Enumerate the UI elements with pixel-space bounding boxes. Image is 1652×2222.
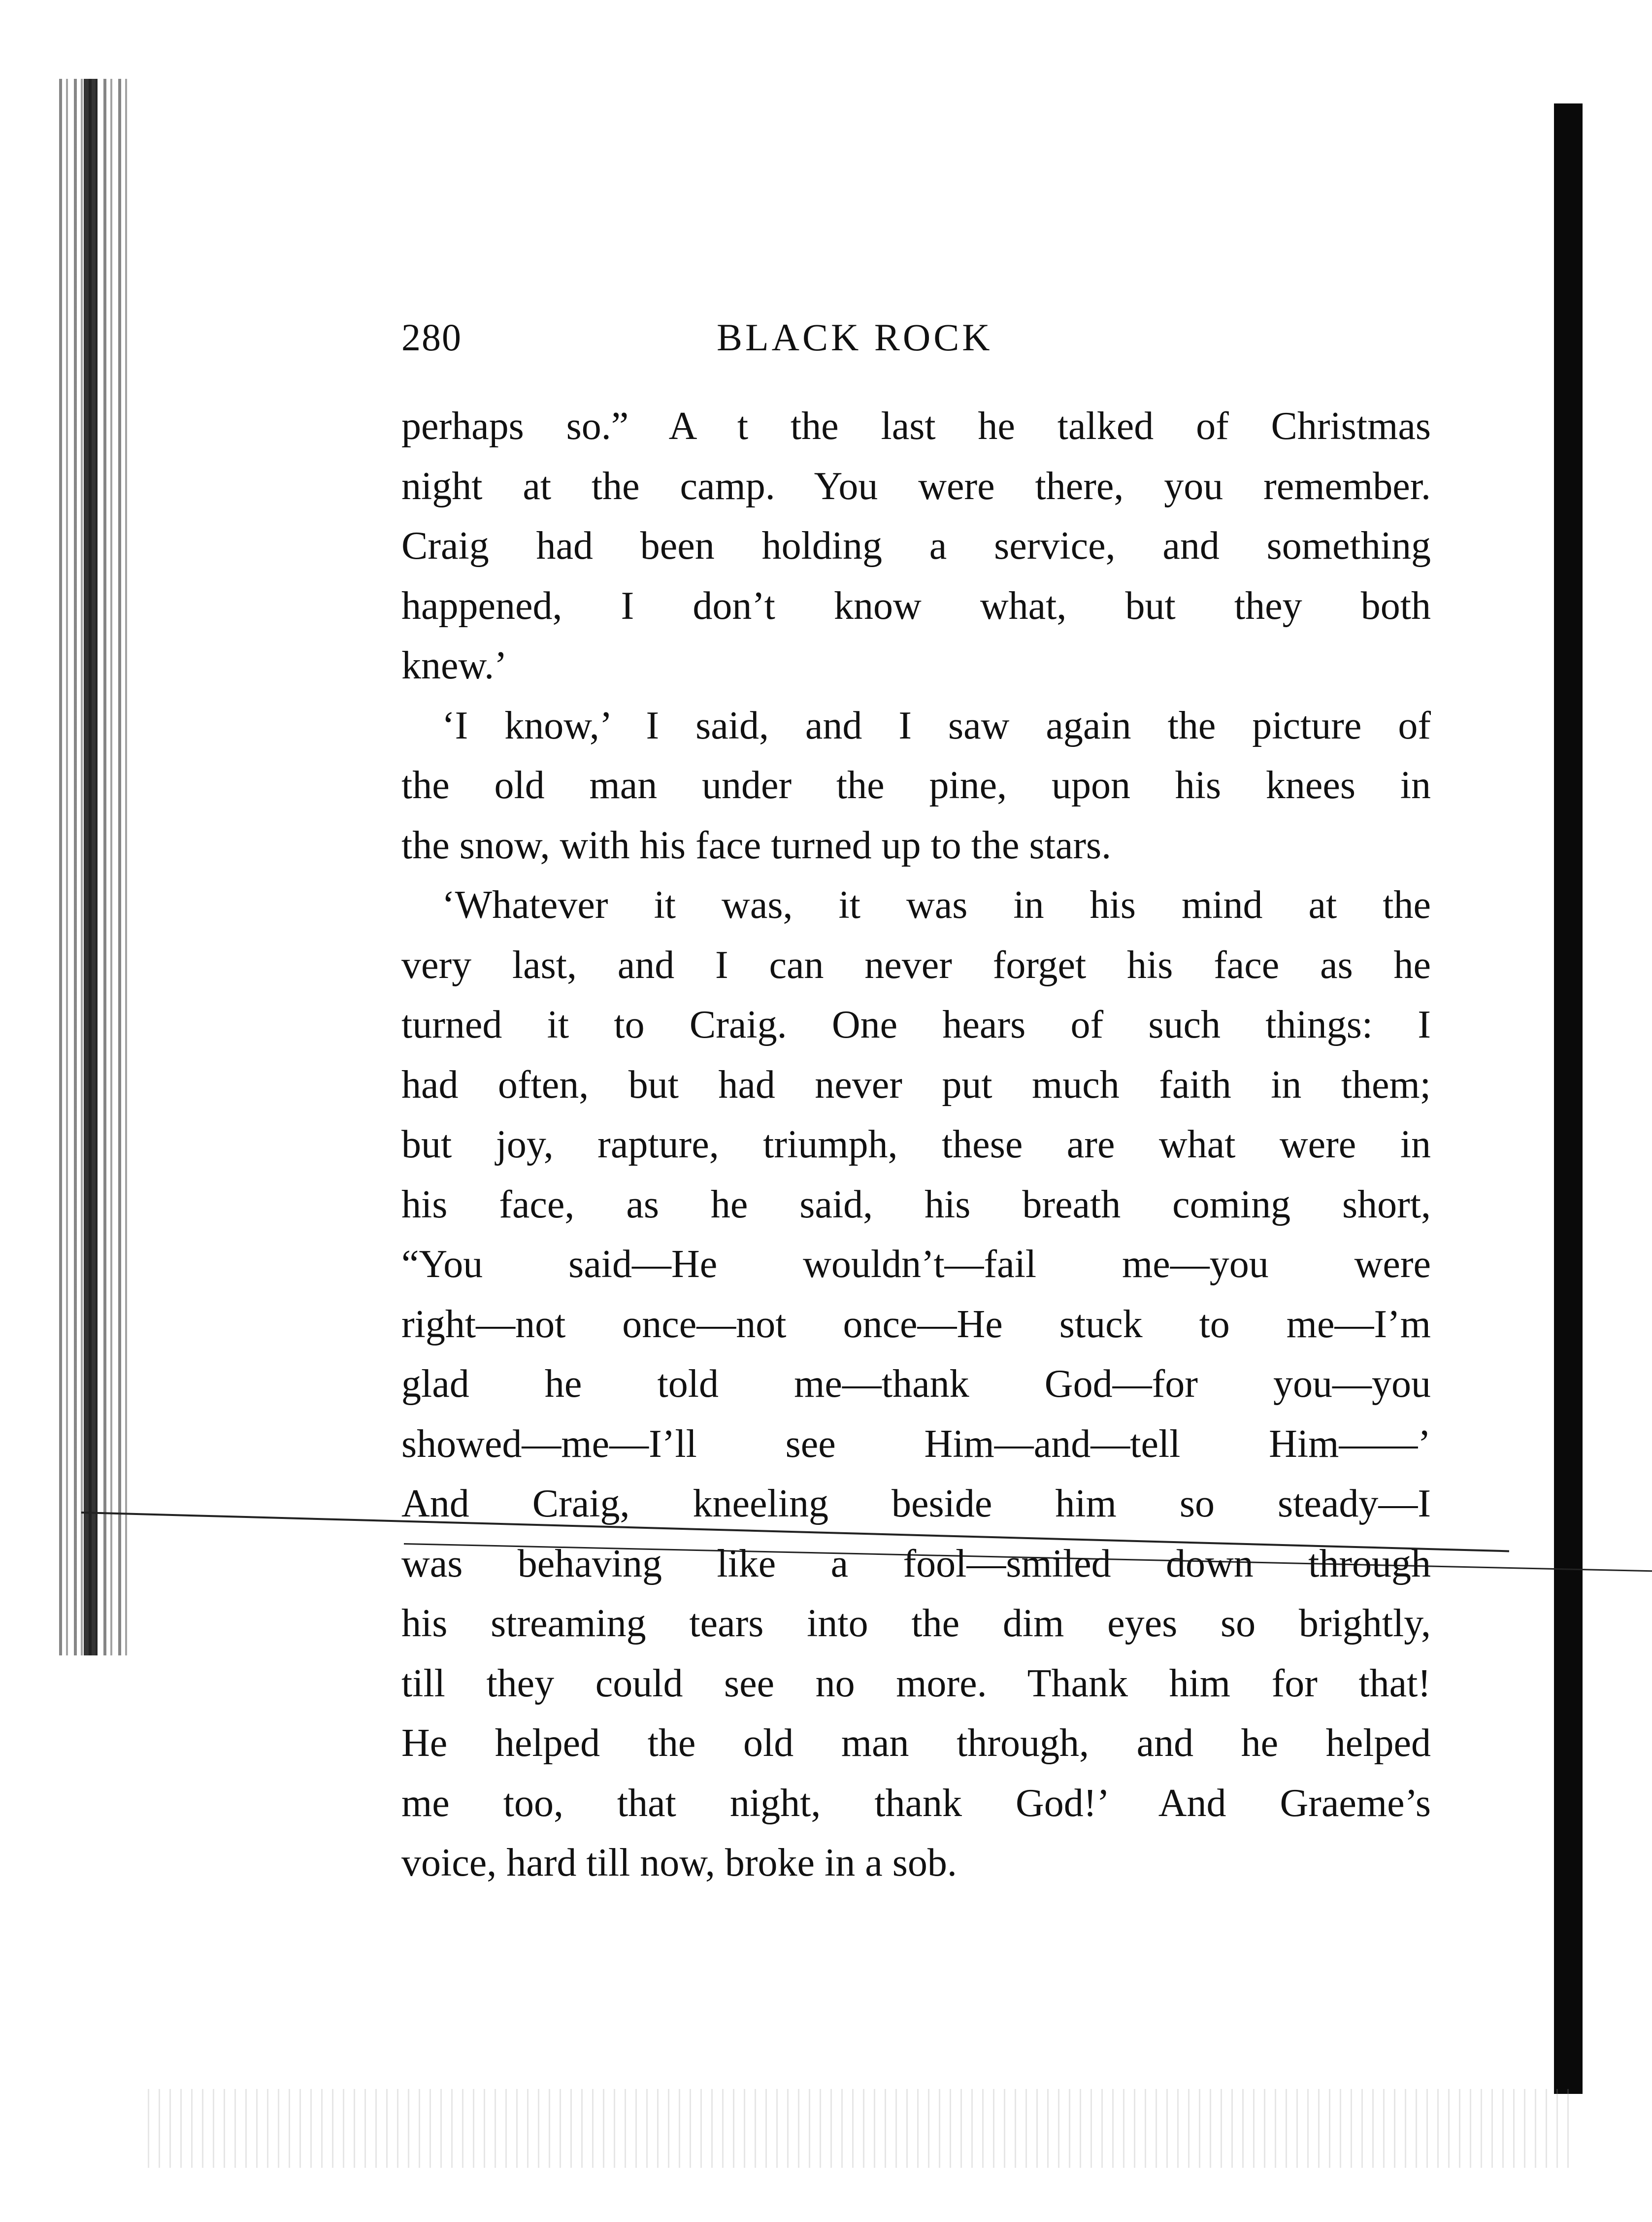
text-line: night at the camp. You were there, you remember. (401, 464, 1431, 508)
binding-edge (84, 79, 98, 1655)
text-line: And Craig, kneeling beside him so steady—I (401, 1482, 1431, 1525)
text-line: the old man under the pine, upon his knees in (401, 764, 1431, 807)
text-line: knew.’ (401, 644, 507, 687)
text-line: was behaving like a fool—smiled down through (401, 1542, 1431, 1585)
text-line: right—not once—not once—He stuck to me—I’m (401, 1302, 1431, 1346)
page-number: 280 (401, 316, 462, 359)
text-line: till they could see no more. Thank him for that! (401, 1661, 1431, 1705)
text-line: his streaming tears into the dim eyes so brightly, (401, 1602, 1431, 1645)
running-head: BLACK ROCK (717, 316, 993, 359)
page-edge-shadow (1554, 103, 1583, 2094)
text-line: showed—me—I’ll see Him—and—tell Him——’ (401, 1422, 1431, 1466)
text-line: He helped the old man through, and he helped (401, 1721, 1431, 1765)
text-line: me too, that night, thank God!’ And Graeme’s (401, 1781, 1431, 1825)
text-line: voice, hard till now, broke in a sob. (401, 1841, 957, 1885)
text-line: but joy, rapture, triumph, these are what were in (401, 1123, 1431, 1166)
text-line: Craig had been holding a service, and something (401, 524, 1431, 568)
body-text (401, 397, 1431, 1893)
text-line: perhaps so.” A t the last he talked of Christmas (401, 404, 1431, 448)
text-line: his face, as he said, his breath coming short, (401, 1182, 1431, 1226)
scan-noise (148, 2089, 1576, 2168)
text-line: “You said—He wouldn’t—fail me—you were (401, 1243, 1431, 1286)
text-line: ‘I know,’ I said, and I saw again the picture of (442, 704, 1431, 747)
text-line: glad he told me—thank God—for you—you (401, 1362, 1431, 1406)
text-line: had often, but had never put much faith in them; (401, 1063, 1431, 1107)
page-header (401, 315, 1431, 374)
text-line: very last, and I can never forget his face as he (401, 943, 1431, 987)
text-line: the snow, with his face turned up to the stars. (401, 823, 1112, 867)
text-line: turned it to Craig. One hears of such things: I (401, 1003, 1431, 1046)
text-line: ‘Whatever it was, it was in his mind at the (442, 883, 1431, 927)
text-line: happened, I don’t know what, but they both (401, 584, 1431, 628)
